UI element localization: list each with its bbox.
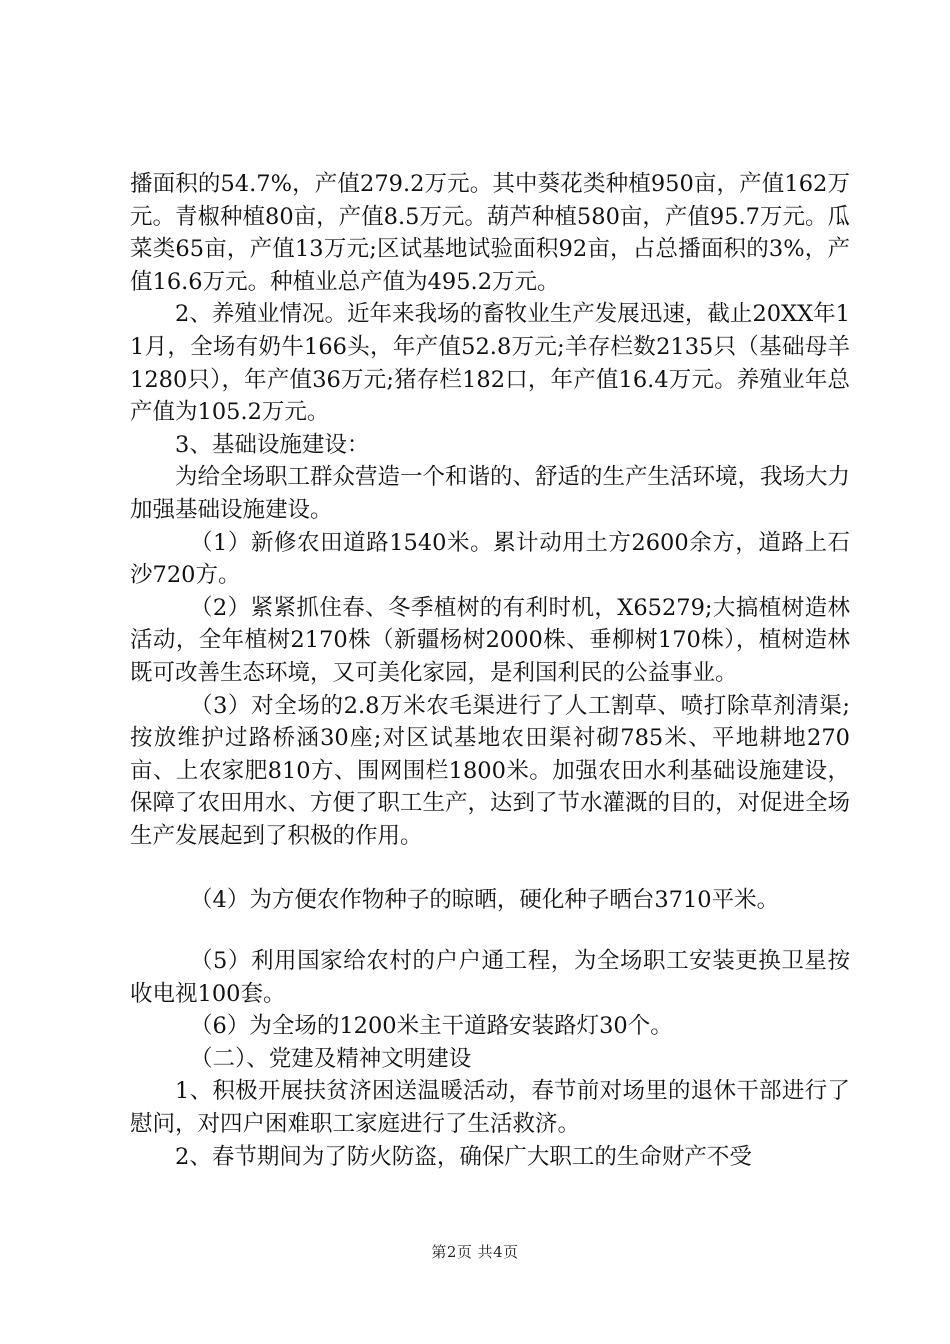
paragraph-poverty-relief: 1、积极开展扶贫济困送温暖活动，春节前对场里的退休干部进行了慰问，对四户困难职工家庭进行了生活救济。 xyxy=(130,1078,850,1138)
paragraph-spring-festival: 2、春节期间为了防火防盗，确保广大职工的生命财产不受 xyxy=(175,1143,752,1170)
list-item-street-lights: （6）为全场的1200米主干道路安装路灯30个。 xyxy=(190,1013,673,1040)
section-heading-infrastructure: 3、基础设施建设： xyxy=(175,431,370,458)
list-item-trees: （2）紧紧抓住春、冬季植树的有利时机，X65279;大搞植树造林活动，全年植树2170株（新疆杨树2000株、垂柳树170株），植树造林既可改善生态环境，又可美化家园，是利国利民的公益事业。 xyxy=(130,594,850,686)
list-item-drying-floor: （4）为方便农作物种子的晾晒，硬化种子晒台3710平米。 xyxy=(190,887,780,914)
section-heading-party-building: （二）、党建及精神文明建设 xyxy=(190,1045,472,1072)
list-item-canals: （3）对全场的2.8万米农毛渠进行了人工割草、喷打除草剂清渠;按放维护过路桥涵30座;对区试基地农田渠衬砌785米、平地耕地270亩、上农家肥810方、围网围栏1800米。加强农田水利基础设施建设，保障了农田用水、方便了职工生产，达到了节水灌溉的目的，对促进全场生产发展起到了积极的作用。 xyxy=(130,692,851,849)
list-item-satellite-tv: （5）利用国家给农村的户户通工程，为全场职工安装更换卫星按收电视100套。 xyxy=(130,948,850,1007)
document-body xyxy=(130,168,850,1173)
paragraph-planting-output: 播面积的54.7%，产值279.2万元。其中葵花类种植950亩，产值162万元。青椒种植80亩，产值8.5万元。葫芦种植580亩，产值95.7万元。瓜菜类65亩，产值13万元;区试基地试验面积92亩，占总播面积的3%，产值16.6万元。种植业总产值为495.2万元。 xyxy=(130,171,850,295)
page-number-footer: 第2页 共4页 xyxy=(431,1243,519,1261)
paragraph-infrastructure-intro: 为给全场职工群众营造一个和谐的、舒适的生产生活环境，我场大力加强基础设施建设。 xyxy=(130,464,851,523)
list-item-roads: （1）新修农田道路1540米。累计动用土方2600余方，道路上石沙720方。 xyxy=(130,529,850,589)
paragraph-livestock: 2、养殖业情况。近年来我场的畜牧业生产发展迅速，截止20XX年11月，全场有奶牛166头，年产值52.8万元;羊存栏数2135只（基础母羊1280只），年产值36万元;猪存栏182口，年产值16.4万元。养殖业年总产值为105.2万元。 xyxy=(130,301,850,426)
